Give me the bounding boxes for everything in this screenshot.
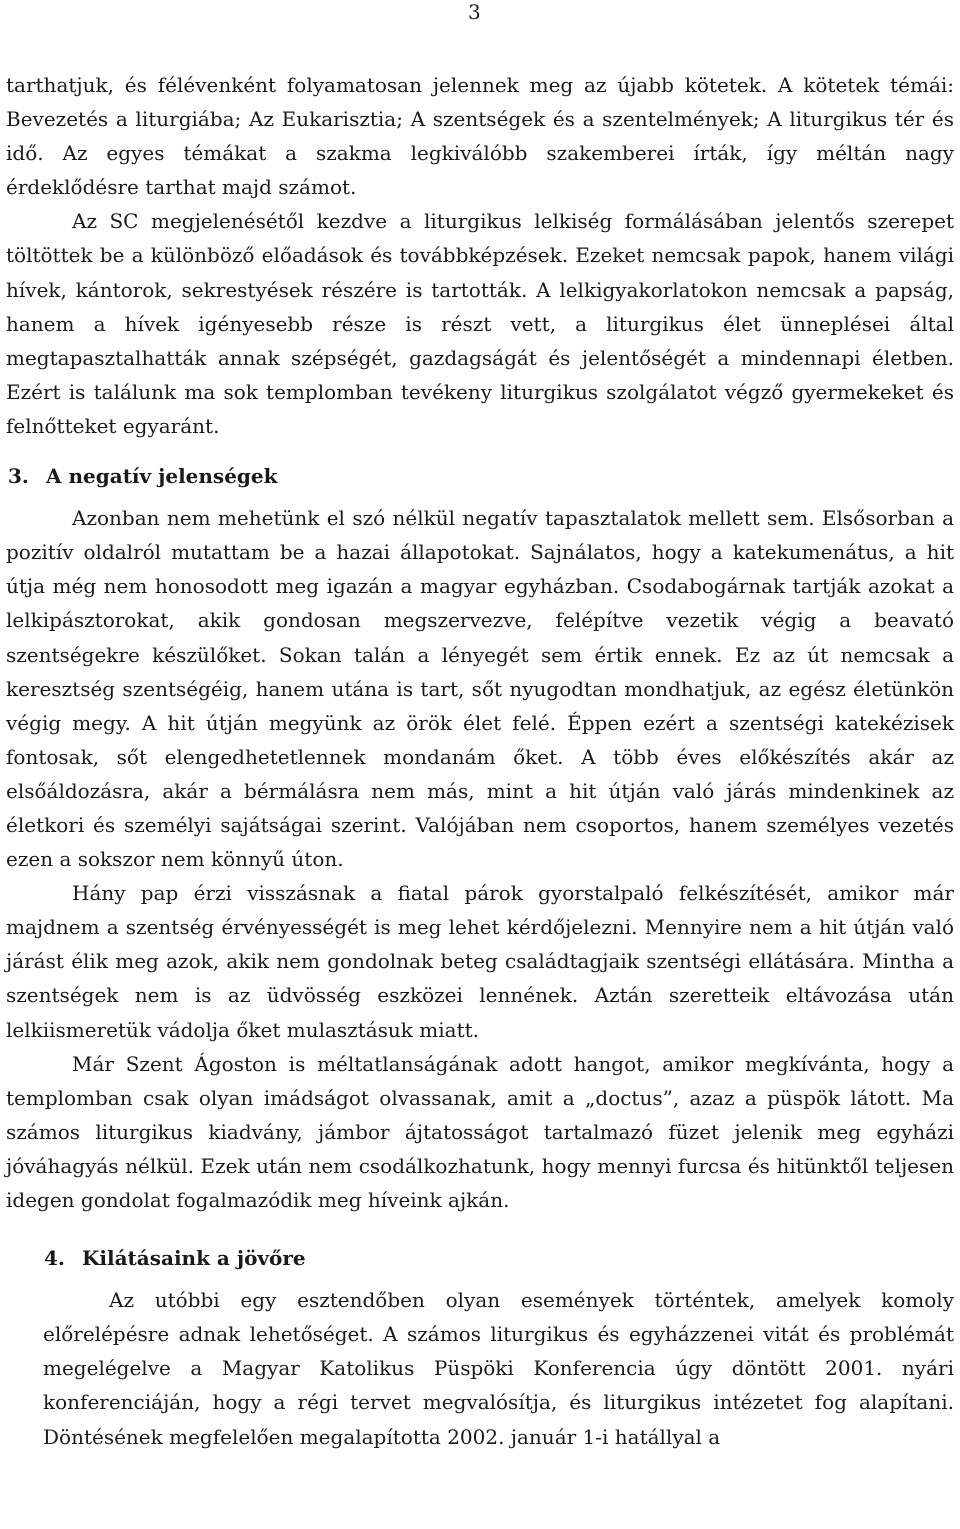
section-4-title: Kilátásaink a jövőre xyxy=(82,1246,306,1271)
intro-paragraph-1: tarthatjuk, és félévenként folyamatosan jelennek meg az újabb kötetek. A kötetek témái: Bevezetés a liturgiába; Az Eukarisztia; A szentségek és a szentelmények; A liturgikus tér és idő. Az egyes témákat a szakma legkiválóbb szakemberei írták, így méltán nagy érdeklődésre tarthat majd számot. xyxy=(6,73,954,200)
intro-paragraph-2: Az SC megjelenésétől kezdve a liturgikus lelkiség formálásában jelentős szerepet töltöttek be a különböző előadások és továbbképzések. Ezeket nemcsak papok, hanem világi hívek, kántorok, sekrestyések részére is tartották. A lelkigyakorlatokon nemcsak a papság, hanem a hívek igényesebb része is részt vett, a liturgikus élet ünneplései által megtapasztalhatták annak szépségét, gazdagságát és jelentőségét a mindennapi életben. Ezért is találunk ma sok templomban tevékeny liturgikus szolgálatot végző gyermekeket és felnőtteket egyaránt. xyxy=(6,209,954,438)
page-body xyxy=(6,68,954,1454)
section-3-heading xyxy=(6,459,954,493)
section-4-body xyxy=(6,1283,954,1453)
section-3-paragraph-2: Hány pap érzi visszásnak a fiatal párok gyorstalpaló felkészítését, amikor már majdnem a szentség érvényességét is meg lehet kérdőjelezni. Mennyire nem a hit útján való járást élik meg azok, akik nem gondolnak beteg családtagjaik szentségi ellátására. Mintha a szentségek nem is az üdvösség eszközei lennének. Aztán szeretteik eltávozása után lelkiismeretük vádolja őket mulasztásuk miatt. xyxy=(6,881,954,1042)
section-3-number: 3. xyxy=(8,464,29,489)
section-4-number: 4. xyxy=(44,1246,65,1271)
section-3-paragraph-1: Azonban nem mehetünk el szó nélkül negatív tapasztalatok mellett sem. Elsősorban a pozitív oldalról mutattam be a hazai állapotokat. Sajnálatos, hogy a katekumenátus, a hit útja még nem honosodott meg igazán a magyar egyházban. Csodabogárnak tartják azokat a lelkipásztorokat, akik gondosan megszervezve, felépítve vezetik végig a beavató szentségekre készülőket. Sokan talán a lényegét sem értik ennek. Ez az út nemcsak a keresztség szentségéig, hanem utána is tart, sőt nyugodtan mondhatjuk, az egész életünkön végig megy. A hit útján megyünk az örök élet felé. Éppen ezért a szentségi katekézisek fontosak, sőt elengedhetetlennek mondanám őket. A több éves előkészítés akár az elsőáldozásra, akár a bérmálásra nem más, mint a hit útján való járás mindenkinek az életkori és személyi sajátságai szerint. Valójában nem csoportos, hanem személyes vezetés ezen a sokszor nem könnyű úton. xyxy=(6,506,954,872)
section-3-title: A negatív jelenségek xyxy=(46,464,278,489)
section-4-paragraph-1: Az utóbbi egy esztendőben olyan események történtek, amelyek komoly előrelépésre adnak lehetőséget. A számos liturgikus és egyházzenei vitát és problémát megelégelve a Magyar Katolikus Püspöki Konferencia úgy döntött 2001. nyári konferenciáján, hogy a régi tervet megvalósítja, és liturgikus intézetet fog alapítani. Döntésének megfelelően megalapította 2002. január 1-i hatállyal a xyxy=(43,1288,954,1449)
section-4-heading xyxy=(6,1241,954,1275)
section-3-paragraph-3: Már Szent Ágoston is méltatlanságának adott hangot, amikor megkívánta, hogy a templomban csak olyan imádságot olvassanak, amit a „doctus”, azaz a püspök látott. Ma számos liturgikus kiadvány, jámbor ájtatosságot tartalmazó füzet jelenik meg egyházi jóváhagyás nélkül. Ezek után nem csodálkozhatunk, hogy mennyi furcsa és hitünktől teljesen idegen gondolat fogalmazódik meg híveink ajkán. xyxy=(6,1051,954,1212)
page-number: 3 xyxy=(468,0,481,24)
